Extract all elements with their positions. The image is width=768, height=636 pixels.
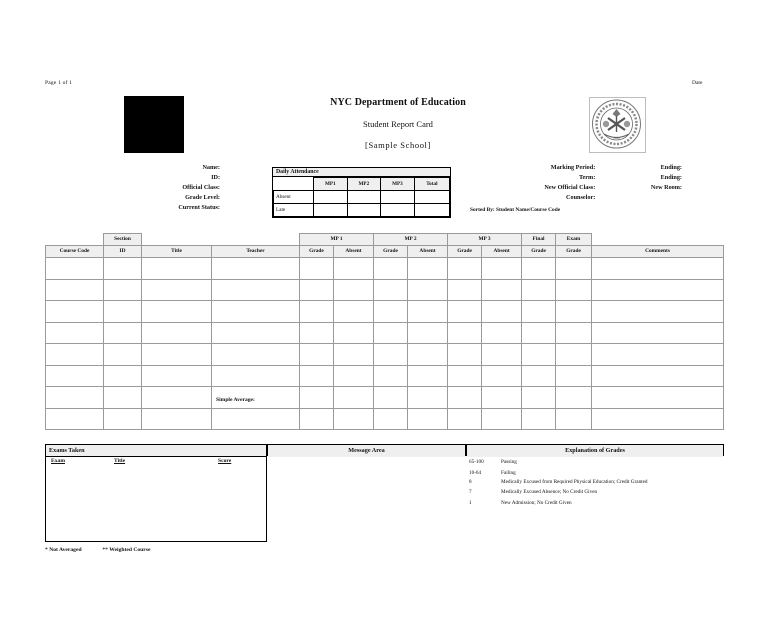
cell-mp2-absent[interactable] [408, 344, 448, 366]
cell-section-id[interactable] [104, 365, 142, 387]
cell-course-code[interactable] [46, 279, 104, 301]
cell-mp2-absent[interactable] [408, 258, 448, 280]
cell-mp3-grade[interactable] [448, 279, 482, 301]
attendance-cell[interactable] [314, 191, 348, 204]
cell-comments[interactable] [592, 279, 724, 301]
attendance-row-label-late: Late [274, 204, 314, 217]
col-mp3-grade: Grade [448, 246, 482, 258]
cell-comments[interactable] [592, 258, 724, 280]
cell-teacher[interactable] [212, 301, 300, 323]
doe-seal-icon [589, 97, 646, 153]
spacer-cell [212, 234, 300, 246]
cell-mp1-absent[interactable] [334, 258, 374, 280]
cell-teacher[interactable] [212, 344, 300, 366]
cell-mp3-absent[interactable] [482, 387, 522, 409]
label-counselor: Counselor: [566, 194, 596, 201]
attendance-col-mp1: MP1 [314, 178, 348, 191]
cell-mp1-grade[interactable] [300, 344, 334, 366]
footnote-weighted-course: ** Weighted Course [102, 547, 151, 553]
col-teacher: Teacher [212, 246, 300, 258]
cell-mp1-grade[interactable] [300, 279, 334, 301]
spacer-cell [592, 234, 724, 246]
label-marking-period: Marking Period: [550, 164, 596, 171]
exams-taken-panel [45, 444, 267, 542]
grade-code: 10-64 [469, 470, 482, 477]
student-info-labels [110, 163, 220, 213]
cell-teacher[interactable] [212, 279, 300, 301]
cell-final-grade[interactable] [522, 408, 556, 430]
school-name: [Sample School] [365, 140, 431, 150]
col-mp1-absent: Absent [334, 246, 374, 258]
cell-course-code[interactable] [46, 344, 104, 366]
cell-mp2-absent[interactable] [408, 365, 448, 387]
cell-mp1-grade[interactable] [300, 322, 334, 344]
cell-mp3-grade[interactable] [448, 365, 482, 387]
cell-mp3-grade[interactable] [448, 408, 482, 430]
attendance-row-label-absent: Absent [274, 191, 314, 204]
date-label: Date [692, 80, 703, 86]
label-official-class: Official Class: [182, 184, 220, 191]
group-header-mp1: MP 1 [300, 234, 374, 246]
col-mp2-grade: Grade [374, 246, 408, 258]
col-exam-grade: Grade [556, 246, 592, 258]
cell-exam-grade[interactable] [556, 279, 592, 301]
cell-mp2-grade[interactable] [374, 258, 408, 280]
sorted-by-label: Sorted By: Student Name/Course Code [470, 207, 561, 213]
grade-code: 1 [469, 499, 472, 506]
course-table-header-row [46, 246, 724, 258]
col-mp1-grade: Grade [300, 246, 334, 258]
cell-mp1-grade[interactable] [300, 408, 334, 430]
enrollment-row [470, 173, 700, 183]
spacer-cell [142, 234, 212, 246]
cell-mp2-grade[interactable] [374, 322, 408, 344]
enrollment-row [470, 193, 700, 203]
cell-mp1-grade[interactable] [300, 258, 334, 280]
label-current-status: Current Status: [178, 204, 220, 211]
exam-col-title: Title [114, 458, 126, 464]
explanation-of-grades-list [466, 458, 724, 507]
attendance-cell[interactable] [414, 191, 449, 204]
label-ending-1: Ending: [660, 164, 682, 171]
cell-mp3-absent[interactable] [482, 258, 522, 280]
table-row [46, 344, 724, 366]
cell-comments[interactable] [592, 322, 724, 344]
page-number: Page 1 of 1 [45, 80, 73, 86]
cell-mp2-absent[interactable] [408, 408, 448, 430]
enrollment-row [470, 163, 700, 173]
grade-explanation-row [466, 499, 724, 507]
group-header-mp2: MP 2 [374, 234, 448, 246]
course-table-body [46, 258, 724, 430]
grade-explanation-row [466, 478, 724, 486]
attendance-col-total: Total [414, 178, 449, 191]
cell-mp3-absent[interactable] [482, 279, 522, 301]
cell-course-code[interactable] [46, 408, 104, 430]
col-mp2-absent: Absent [408, 246, 448, 258]
grade-code: 65-100 [469, 459, 484, 465]
cell-exam-grade[interactable] [556, 301, 592, 323]
attendance-corner-cell [274, 178, 314, 191]
student-photo-placeholder [124, 96, 184, 153]
cell-teacher[interactable] [212, 322, 300, 344]
cell-mp3-grade[interactable] [448, 301, 482, 323]
cell-title[interactable] [142, 322, 212, 344]
label-term: Term: [579, 174, 596, 181]
cell-mp3-absent[interactable] [482, 365, 522, 387]
grade-code: 8 [469, 478, 472, 485]
grade-description: New Admission; No Credit Given [501, 499, 572, 506]
attendance-col-mp2: MP2 [347, 178, 381, 191]
cell-teacher[interactable] [212, 258, 300, 280]
cell-mp2-grade[interactable] [374, 344, 408, 366]
label-name: Name: [202, 164, 220, 171]
cell-exam-grade[interactable] [556, 344, 592, 366]
cell-mp1-grade[interactable] [300, 387, 334, 409]
table-row [46, 408, 724, 430]
cell-final-grade[interactable] [522, 387, 556, 409]
exam-col-exam: Exam [51, 458, 65, 464]
cell-final-grade[interactable] [522, 279, 556, 301]
cell-exam-grade[interactable] [556, 408, 592, 430]
cell-course-code[interactable] [46, 301, 104, 323]
label-grade-level: Grade Level: [185, 194, 220, 201]
svg-text:1842: 1842 [613, 136, 620, 140]
table-row [46, 258, 724, 280]
attendance-row-late [274, 204, 450, 217]
cell-section-id[interactable] [104, 258, 142, 280]
attendance-cell[interactable] [414, 204, 449, 217]
exams-taken-column-headers [46, 458, 266, 468]
cell-mp3-absent[interactable] [482, 322, 522, 344]
cell-mp3-absent[interactable] [482, 408, 522, 430]
bottom-panels [45, 444, 724, 542]
course-table-group-header-row [46, 234, 724, 246]
cell-mp1-absent[interactable] [334, 408, 374, 430]
cell-title[interactable] [142, 387, 212, 409]
cell-final-grade[interactable] [522, 344, 556, 366]
cell-mp2-absent[interactable] [408, 279, 448, 301]
table-row [46, 387, 724, 409]
org-title: NYC Department of Education [330, 97, 466, 108]
cell-course-code[interactable] [46, 258, 104, 280]
grade-description: Medically Excused from Required Physical Education; Credit Granted [501, 478, 648, 485]
cell-final-grade[interactable] [522, 365, 556, 387]
attendance-col-mp3: MP3 [381, 178, 415, 191]
cell-title[interactable] [142, 365, 212, 387]
grade-description: Passing [501, 459, 517, 465]
cell-mp1-absent[interactable] [334, 322, 374, 344]
label-new-room: New Room: [650, 184, 682, 191]
grade-explanation-row [466, 458, 724, 466]
cell-mp1-absent[interactable] [334, 301, 374, 323]
message-area-title: Message Area [268, 445, 465, 457]
cell-mp1-absent[interactable] [334, 387, 374, 409]
col-final-top: Final [522, 234, 556, 246]
page-title: Student Report Card [363, 119, 433, 129]
col-comments: Comments [592, 246, 724, 258]
cell-title[interactable] [142, 279, 212, 301]
group-header-mp3: MP 3 [448, 234, 522, 246]
cell-section-id[interactable] [104, 344, 142, 366]
col-section-id: ID [104, 246, 142, 258]
cell-course-code[interactable] [46, 387, 104, 409]
header-titles [280, 97, 516, 150]
grade-description: Failing [501, 470, 516, 477]
cell-comments[interactable] [592, 344, 724, 366]
attendance-cell[interactable] [347, 204, 381, 217]
message-area-body[interactable] [267, 444, 466, 542]
cell-title[interactable] [142, 408, 212, 430]
enrollment-info [470, 163, 700, 203]
cell-course-code[interactable] [46, 322, 104, 344]
cell-title[interactable] [142, 301, 212, 323]
cell-mp3-grade[interactable] [448, 322, 482, 344]
cell-section-id[interactable] [104, 322, 142, 344]
cell-title[interactable] [142, 258, 212, 280]
cell-mp2-grade[interactable] [374, 279, 408, 301]
cell-exam-grade[interactable] [556, 322, 592, 344]
cell-mp3-grade[interactable] [448, 258, 482, 280]
label-new-official-class: New Official Class: [544, 184, 596, 191]
table-row [46, 322, 724, 344]
table-row [46, 365, 724, 387]
spacer-cell [46, 234, 104, 246]
cell-mp1-absent[interactable] [334, 365, 374, 387]
simple-average-label: Simple Average: [216, 397, 255, 403]
cell-mp3-absent[interactable] [482, 344, 522, 366]
col-mp3-absent: Absent [482, 246, 522, 258]
cell-mp2-grade[interactable] [374, 301, 408, 323]
cell-comments[interactable] [592, 301, 724, 323]
col-section: Section [104, 234, 142, 246]
col-final-grade: Grade [522, 246, 556, 258]
attendance-cell[interactable] [347, 191, 381, 204]
cell-final-grade[interactable] [522, 301, 556, 323]
cell-final-grade[interactable] [522, 322, 556, 344]
label-blank [595, 193, 700, 203]
cell-teacher[interactable] [212, 408, 300, 430]
cell-section-id[interactable] [104, 279, 142, 301]
explanation-of-grades-panel [466, 444, 724, 456]
cell-mp3-grade[interactable] [448, 387, 482, 409]
daily-attendance-table [272, 167, 451, 218]
attendance-cell[interactable] [314, 204, 348, 217]
cell-final-grade[interactable] [522, 258, 556, 280]
cell-section-id[interactable] [104, 408, 142, 430]
footnotes [45, 547, 150, 553]
cell-title[interactable] [142, 344, 212, 366]
cell-teacher[interactable] [212, 365, 300, 387]
table-row [46, 279, 724, 301]
cell-mp3-grade[interactable] [448, 344, 482, 366]
cell-comments[interactable] [592, 365, 724, 387]
attendance-cell[interactable] [381, 191, 415, 204]
attendance-caption: Daily Attendance [273, 168, 450, 177]
exams-taken-title: Exams Taken [46, 445, 266, 457]
attendance-row-absent [274, 191, 450, 204]
grade-explanation-row [466, 469, 724, 477]
cell-mp1-absent[interactable] [334, 344, 374, 366]
label-ending-2: Ending: [660, 174, 682, 181]
grade-description: Medically Excused Absence; No Credit Given [501, 489, 598, 496]
cell-section-id[interactable] [104, 387, 142, 409]
explanation-of-grades-title: Explanation of Grades [467, 445, 723, 457]
col-course-code: Course Code [46, 246, 104, 258]
attendance-header-row [274, 178, 450, 191]
footnote-not-averaged: * Not Averaged [45, 547, 82, 553]
grade-code: 7 [469, 489, 472, 496]
cell-mp2-absent[interactable] [408, 322, 448, 344]
cell-mp1-grade[interactable] [300, 365, 334, 387]
cell-exam-grade[interactable] [556, 258, 592, 280]
cell-mp2-grade[interactable] [374, 387, 408, 409]
col-title: Title [142, 246, 212, 258]
grade-explanation-row [466, 488, 724, 496]
cell-section-id[interactable] [104, 301, 142, 323]
cell-comments[interactable] [592, 387, 724, 409]
enrollment-row [470, 183, 700, 193]
label-id: ID: [211, 174, 220, 181]
attendance-cell[interactable] [381, 204, 415, 217]
cell-exam-grade[interactable] [556, 387, 592, 409]
col-exam-top: Exam [556, 234, 592, 246]
cell-mp2-absent[interactable] [408, 301, 448, 323]
exam-col-score: Score [218, 458, 232, 464]
table-row [46, 301, 724, 323]
cell-mp1-grade[interactable] [300, 301, 334, 323]
cell-mp3-absent[interactable] [482, 301, 522, 323]
course-grade-table [45, 233, 724, 430]
cell-course-code[interactable] [46, 365, 104, 387]
cell-mp2-grade[interactable] [374, 365, 408, 387]
cell-mp1-absent[interactable] [334, 279, 374, 301]
cell-mp2-absent[interactable] [408, 387, 448, 409]
cell-comments[interactable] [592, 408, 724, 430]
cell-mp2-grade[interactable] [374, 408, 408, 430]
cell-exam-grade[interactable] [556, 365, 592, 387]
